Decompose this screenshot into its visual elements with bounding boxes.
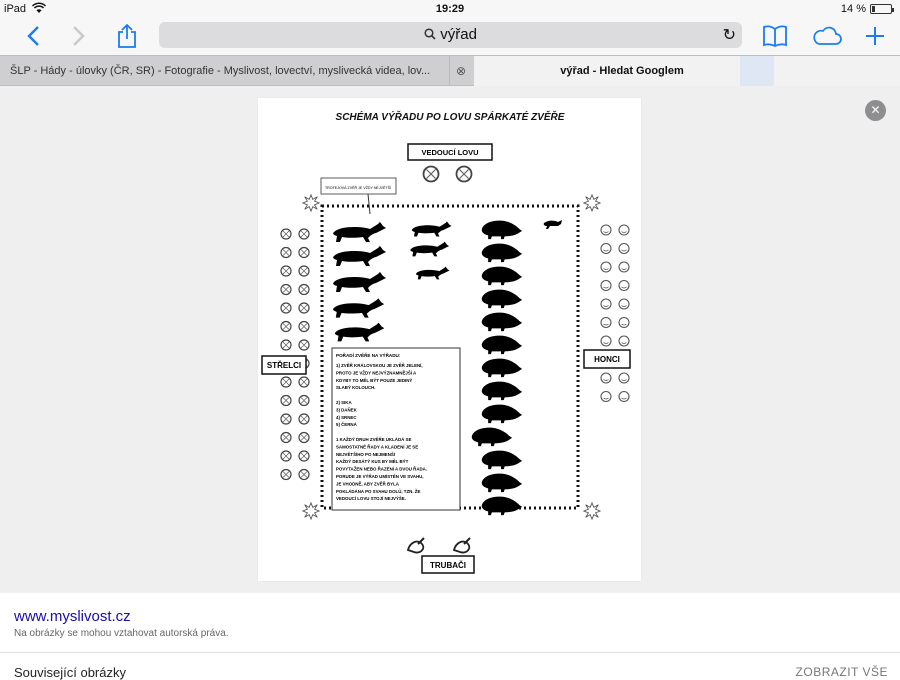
beater-mark [619, 244, 629, 254]
boar-silhouette [482, 290, 522, 308]
shooter-mark [281, 229, 291, 239]
beater-mark [601, 299, 611, 309]
battery-icon [870, 4, 892, 14]
rules-line: KAŽDÝ DESÁTÝ KUS BY MĚL BÝT [336, 459, 409, 465]
beater-mark [601, 336, 611, 346]
close-icon[interactable]: ⊗ [456, 64, 467, 78]
share-button[interactable] [110, 22, 144, 50]
new-tab-button[interactable] [858, 22, 892, 50]
search-icon [424, 28, 436, 40]
rules-line: PORUDE JE VÝŘAD UMÍSTĚN VE SVAHU, [336, 474, 424, 479]
bookmarks-button[interactable] [758, 22, 792, 50]
beater-mark [619, 318, 629, 328]
shooter-mark [281, 470, 291, 480]
boar-silhouette [482, 313, 522, 331]
image-info [0, 593, 900, 653]
reload-icon[interactable]: ↻ [722, 27, 736, 44]
shooter-mark [281, 322, 291, 332]
rules-line: VEDOUCÍ LOVU STOJÍ NEJVÝŠE. [336, 496, 406, 502]
deer-silhouette [416, 267, 449, 280]
browser-toolbar [0, 18, 900, 55]
show-all-button[interactable]: ZOBRAZIT VŠE [795, 665, 888, 679]
rules-line: NEJVĚTŠÍHO PO NEJMENŠÍ [336, 451, 396, 457]
beater-mark [619, 299, 629, 309]
boar-silhouette [482, 221, 522, 239]
boar-silhouette [482, 474, 522, 492]
rules-line: 5) ČERNÁ [336, 422, 357, 428]
related-heading: Související obrázky [14, 665, 126, 680]
clock: 19:29 [435, 3, 465, 15]
shooter-mark [299, 266, 309, 276]
rules-line: POVYTAŽEN NEBO ŘAZENÍ A DVOU ŘADA. [336, 466, 428, 472]
beater-mark [601, 225, 611, 235]
rules-line: 3) DAŇEK [336, 407, 357, 413]
copyright-notice: Na obrázky se mohou vztahovat autorská práva. [14, 628, 229, 639]
address-bar[interactable] [159, 22, 742, 48]
rules-line: 1 KAŽDÝ DRUH ZVĚŘE UKLÁDÁ SE [336, 437, 412, 442]
beater-mark [619, 225, 629, 235]
cloud-tabs-icon [811, 25, 843, 47]
rules-line: KDYBY TO MĚL BÝT POUZE JEDINÝ [336, 377, 413, 383]
source-site-link[interactable]: www.myslivost.cz [14, 608, 131, 625]
tab-title: ŠLP - Hády - úlovky (ČR, SR) - Fotografie - Myslivost, lovectví, myslivecká videa, lov... [10, 65, 431, 77]
beater-mark [601, 373, 611, 383]
shooter-mark [299, 451, 309, 461]
rules-line: JE VHODNĚ, ABY ZVĚŘ BYLA [336, 481, 399, 487]
forward-icon [72, 25, 86, 47]
shooter-mark [281, 340, 291, 350]
beater-mark [619, 262, 629, 272]
deer-silhouette [410, 242, 449, 257]
shooter-mark [281, 377, 291, 387]
status-bar [0, 0, 900, 18]
back-icon [26, 25, 40, 47]
rules-line: 4) SRNEC [336, 414, 357, 420]
search-icon [740, 56, 774, 86]
share-icon [117, 23, 137, 49]
shooter-mark [299, 340, 309, 350]
boar-silhouette [482, 359, 522, 377]
shooter-mark [299, 229, 309, 239]
boar-silhouette [482, 497, 522, 515]
address-text-wrap [159, 26, 742, 43]
back-button[interactable] [16, 22, 50, 50]
beater-mark [601, 262, 611, 272]
deer-silhouette [335, 323, 384, 342]
battery-fill [872, 6, 875, 12]
deer-silhouette [333, 246, 386, 266]
shooter-mark [299, 303, 309, 313]
tab-google-search[interactable] [474, 56, 900, 86]
forward-button[interactable] [62, 22, 96, 50]
shooter-mark [299, 377, 309, 387]
boar-silhouette [482, 405, 522, 423]
deer-silhouette [412, 222, 452, 237]
shooter-mark [281, 396, 291, 406]
shooter-mark [281, 303, 291, 313]
beater-mark [619, 281, 629, 291]
address-text: výřad [440, 26, 477, 43]
boar-silhouette [482, 451, 522, 469]
shooter-mark [299, 248, 309, 258]
beater-mark [619, 373, 629, 383]
beaters-label: HONCI [594, 355, 620, 364]
deer-silhouette [333, 272, 386, 292]
shooter-mark [299, 433, 309, 443]
beater-mark [601, 281, 611, 291]
rules-line: POKLÁDÁNA PO SVAHU DOLŮ, TZN. ŽE [336, 488, 421, 494]
new-tab-icon [865, 26, 885, 46]
leader-label: VEDOUCÍ LOVU [421, 148, 479, 157]
shooter-mark [281, 285, 291, 295]
shooter-mark [299, 285, 309, 295]
boar-silhouette [482, 244, 522, 262]
shooter-mark [299, 414, 309, 424]
rules-line: 2) SIKA [336, 400, 352, 405]
boar-silhouette [482, 382, 522, 400]
beater-mark [619, 392, 629, 402]
rules-line: SLABÝ KOLOUCH. [336, 385, 376, 391]
boar-silhouette [482, 336, 522, 354]
rules-title: POŘADÍ ZVĚŘE NA VÝŘADU: [336, 353, 401, 358]
related-images-header [0, 653, 900, 680]
shooter-mark [281, 414, 291, 424]
result-image[interactable] [258, 98, 641, 581]
shooter-mark [281, 266, 291, 276]
cloud-tabs-button[interactable] [808, 22, 846, 50]
beater-mark [601, 244, 611, 254]
boar-silhouette [482, 267, 522, 285]
battery-percent: 14 % [840, 3, 866, 15]
trumpeters-label: TRUBAČI [430, 561, 466, 570]
shooter-mark [281, 248, 291, 258]
tab-myslivost[interactable] [0, 56, 467, 86]
rules-line: PROTO JE VŽDY NEJVÝZNAMNĚJŠÍ A [336, 370, 417, 376]
deer-silhouette [333, 298, 384, 317]
shooter-mark [299, 396, 309, 406]
schema-title: SCHÉMA VÝŘADU PO LOVU SPÁRKATÉ ZVĚŘE [335, 112, 565, 123]
shooter-mark [299, 470, 309, 480]
shooter-mark [281, 451, 291, 461]
callout-text: TROFEJOVÁ ZVĚŘ JE VŽDY NEJVĚTŠÍ [324, 186, 392, 190]
shooters-label: STŘELCI [266, 361, 302, 370]
close-viewer-button[interactable] [865, 100, 886, 121]
tab-bar [0, 55, 900, 86]
device-name: iPad [4, 3, 27, 15]
shooter-mark [281, 433, 291, 443]
schema-drawing [258, 98, 641, 581]
boar-silhouette [472, 428, 512, 446]
beater-mark [601, 392, 611, 402]
image-viewer [0, 86, 900, 593]
rules-line: SAMOSTATNÉ ŘADY A KLADENÍ JE SE [336, 444, 419, 450]
rules-line: 1) ZVĚŘ KRÁLOVSKOU JE ZVĚŘ JELENÍ, [336, 363, 423, 368]
beater-mark [619, 336, 629, 346]
tab-title: výřad - Hledat Googlem [560, 65, 684, 77]
bookmarks-icon [762, 25, 788, 47]
shooter-mark [299, 322, 309, 332]
beater-mark [601, 318, 611, 328]
close-icon: ✕ [870, 103, 881, 117]
deer-silhouette [333, 222, 386, 242]
